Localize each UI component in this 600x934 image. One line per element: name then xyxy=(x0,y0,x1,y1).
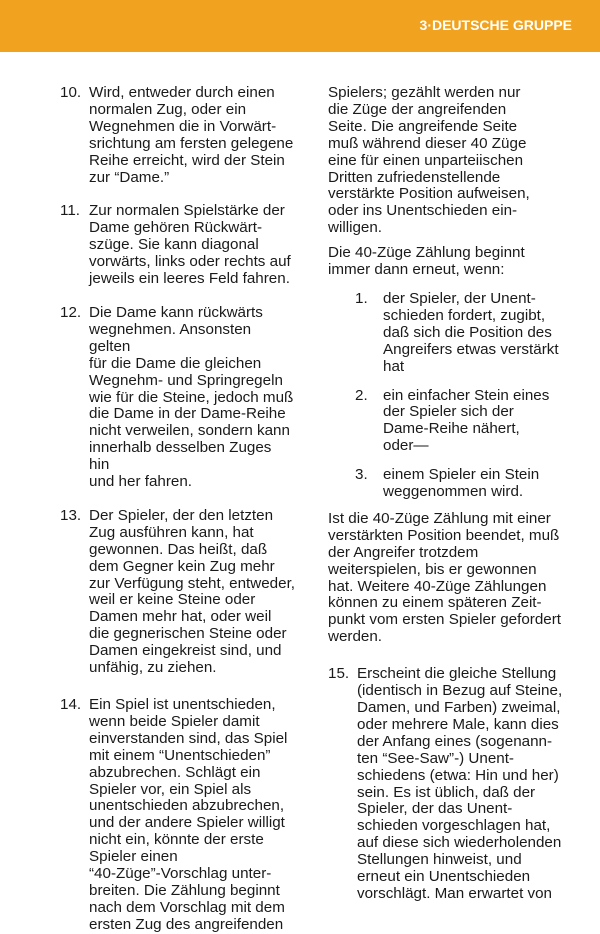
rule-11 xyxy=(60,203,295,288)
rule-number: 11. xyxy=(60,202,80,220)
rule-text: Die Dame kann rückwärts wegnehmen. Ansonsten gelten für die Dame die gleichen Wegnehm- und Springregeln wie für die Steine, jedoch muß die Dame in der Dame-Reihe nicht verweilen, sondern kann innerhalb desselben Zuges hin und her fahren. xyxy=(89,303,294,491)
condition-1 xyxy=(328,291,563,376)
rule-13 xyxy=(60,508,295,677)
rule-text: Zur normalen Spielstärke der Dame gehören Rückwärt- szüge. Sie kann diagonal vorwärts, links oder rechts auf jeweils ein leeres Feld fahren. xyxy=(89,202,291,288)
condition-text: ein einfacher Stein eines der Spieler sich der Dame-Reihe nähert, oder— xyxy=(383,386,550,455)
counting-intro: Die 40-Züge Zählung beginnt immer dann erneut, wenn: xyxy=(328,244,525,279)
condition-number: 3. xyxy=(355,466,368,484)
condition-text: der Spieler, der Unent- schieden fordert, zugibt, daß sich die Position des Angreifers etwas verstärkt hat xyxy=(383,289,559,375)
rule-text: Ein Spiel ist unentschieden, wenn beide Spieler damit einverstanden sind, das Spiel mit einem “Unentschieden” abzubrechen. Schlägt ein Spieler vor, ein Spiel als unentschieden abzubrechen, und der andere Spieler willigt nicht ein, könnte der erste Spieler einen “40-Züge”-Vorschlag unter- breiten. Die Zählung beginnt nach dem Vorschlag mit dem ersten Zug des angreifenden xyxy=(89,696,288,933)
right-column xyxy=(328,85,563,903)
rule-number: 15. xyxy=(328,665,350,683)
rule-14 xyxy=(60,697,295,934)
rule-number: 12. xyxy=(60,303,82,321)
rule-number: 13. xyxy=(60,506,82,524)
rule-15 xyxy=(328,666,563,903)
rule-text: Erscheint die gleiche Stellung (identisch in Bezug auf Steine, Damen, und Farben) zweimal, oder mehrere Male, kann dies der Anfang eines (sogenann- ten “See-Saw”-) Unent- schiedens (etwa: Hin und her) sein. Es ist üblich, daß der Spieler, der das Unent- schieden vorgeschlagen hat, auf diese sich wiederholenden Stellungen hinweist, und erneut ein Unentschieden vorschlägt. Man erwartet von xyxy=(357,665,563,902)
rule-number: 10. xyxy=(60,84,82,101)
rule-14-continuation: Spielers; gezählt werden nur die Züge der angreifenden Seite. Die angreifende Seite muß während dieser 40 Züge eine für einen unparteiischen Dritten zufriedenstellende verstärkte Position aufweisen, oder ins Unentschieden ein- willigen. xyxy=(328,84,530,237)
header-bar xyxy=(0,0,600,52)
section-title: 3·DEUTSCHE GRUPPE xyxy=(419,17,572,33)
counting-closing: Ist die 40-Züge Zählung mit einer verstärkten Position beendet, muß der Angreifer trotzdem weiterspielen, bis er gewonnen hat. Weitere 40-Züge Zählungen können zu einem späteren Zeit- punkt vom ersten Spieler gefordert werden. xyxy=(328,509,561,646)
left-column xyxy=(60,85,295,934)
condition-number: 1. xyxy=(355,289,368,307)
rule-12 xyxy=(60,305,295,491)
condition-number: 2. xyxy=(355,386,368,404)
rule-text: Wird, entweder durch einen normalen Zug, oder ein Wegnehmen die in Vorwärt- srichtung am fersten gelegene Reihe erreicht, wird der Stein zur “Dame.” xyxy=(89,84,294,186)
rule-text: Der Spieler, der den letzten Zug ausführen kann, hat gewonnen. Das heißt, daß dem Gegner kein Zug mehr zur Verfügung steht, entweder, weil er keine Steine oder Damen mehr hat, oder weil die gegnerischen Steine oder Damen eingekreist sind, und unfähig, zu ziehen. xyxy=(89,506,296,677)
condition-text: einem Spieler ein Stein weggenommen wird. xyxy=(383,466,540,501)
rule-number: 14. xyxy=(60,696,82,713)
rule-10 xyxy=(60,85,295,186)
condition-2 xyxy=(328,388,563,456)
condition-3 xyxy=(328,467,563,501)
